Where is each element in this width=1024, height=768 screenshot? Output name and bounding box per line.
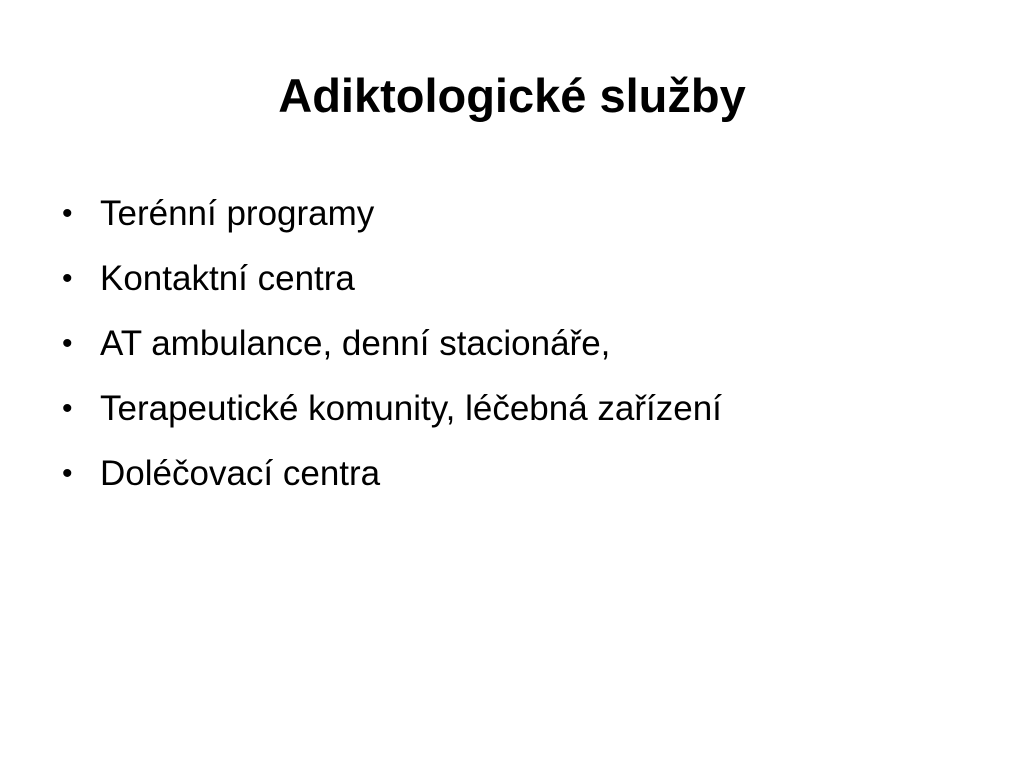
bullet-icon: • xyxy=(62,327,73,360)
slide-title: Adiktologické služby xyxy=(278,69,746,122)
bullet-icon: • xyxy=(62,197,73,230)
bullet-icon: • xyxy=(62,262,73,295)
bullet-item xyxy=(62,383,982,448)
bullet-item xyxy=(62,188,982,253)
bullet-icon: • xyxy=(62,392,73,425)
bullet-text: AT ambulance, denní stacionáře, xyxy=(100,324,611,363)
bullet-text: Terapeutické komunity, léčebná zařízení xyxy=(100,389,722,428)
bullet-list xyxy=(62,188,982,513)
bullet-text: Kontaktní centra xyxy=(100,259,355,298)
bullet-text: Terénní programy xyxy=(100,194,375,233)
bullet-text: Doléčovací centra xyxy=(100,454,381,493)
bullet-item xyxy=(62,253,982,318)
bullet-item xyxy=(62,448,982,513)
bullet-item xyxy=(62,318,982,383)
bullet-icon: • xyxy=(62,457,73,490)
